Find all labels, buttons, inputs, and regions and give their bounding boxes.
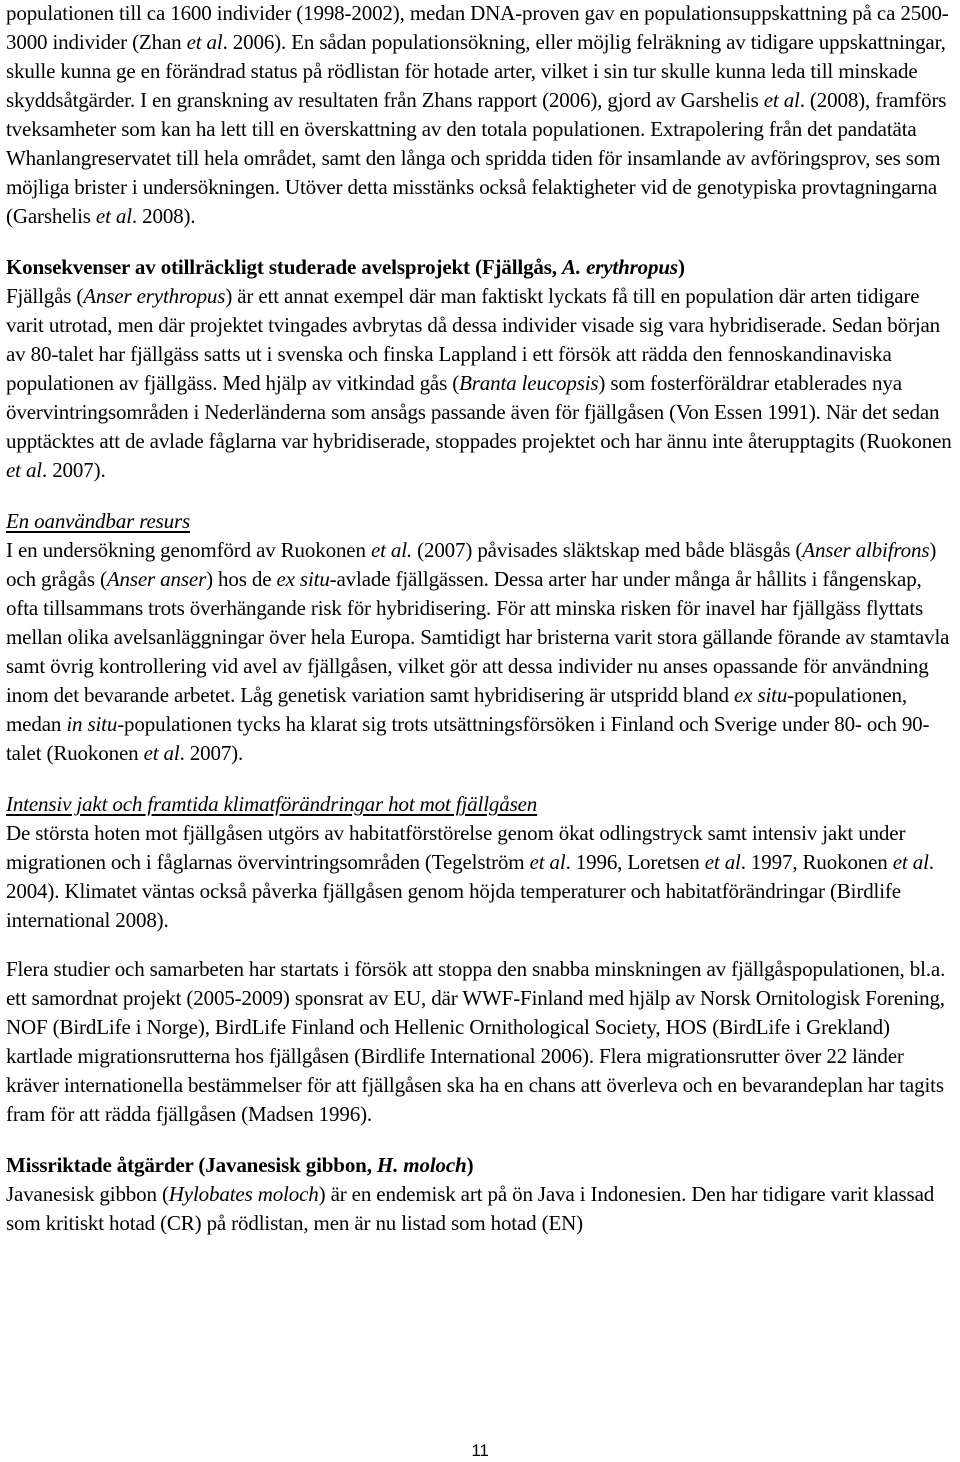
heading-intensiv-jakt: Intensiv jakt och framtida klimatförändringar hot mot fjällgåsen [6, 792, 538, 816]
italic-run: Hylobates moloch [168, 1182, 319, 1206]
italic-run: Anser erythropus [83, 284, 226, 308]
text-run: . (2008), framförs tveksamheter som kan ha lett till en överskattning av den totala populationen. Extrapolering från det pandatäta Whanlangreservatet till hela området, samt den långa och spridda tiden för insamlande av avföringsprov, ses som möjliga brister i undersökningen. Utöver detta misstänks också felaktigheter vid de genotypiska provtagningarna (Garshelis [6, 88, 947, 228]
text-run: . 1996, Loretsen [565, 850, 705, 874]
heading-italic: A. erythropus [562, 255, 678, 279]
text-run: (2007) påvisades släktskap med både bläsgås ( [412, 538, 803, 562]
text-run: . 2008). [131, 204, 196, 228]
paragraph-panda-population [6, 0, 956, 231]
text-run: . 2006). En sådan populationsökning, eller möjlig felräkning av tidigare uppskattningar, skulle kunna ge en förändrad status på rödlistan för hotade arter, vilket i sin tur skulle kunna leda till minskade skyddsåtgärder. I en granskning av resultaten från Zhans rapport (2006), gjord av Garshelis [6, 30, 946, 112]
italic-run: Anser albifrons [802, 538, 930, 562]
text-run: Javanesisk gibbon ( [6, 1182, 169, 1206]
heading-text: Konsekvenser av otillräckligt studerade avelsprojekt (Fjällgås, [6, 255, 563, 279]
text-run: -populationen tycks ha klarat sig trots utsättningsförsöken i Finland och Sverige under 80- och 90-talet (Ruokonen [6, 712, 930, 765]
text-run: ) är ett annat exempel där man faktiskt lyckats få till en population där arten tidigare varit utrotad, men där projektet tvingades avbrytas då dessa individer visade sig vara hybridiserade. Sedan början av 80-talet har fjällgäss satts ut i svenska och finska Lappland i ett försök att rädda den fennoskandinaviska populationen av fjällgäss. Med hjälp av vitkindad gås ( [6, 284, 941, 395]
italic-run: et al [704, 850, 741, 874]
italic-run: Anser anser [106, 567, 207, 591]
text-run: ) hos de [206, 567, 277, 591]
text-run: . 2004). Klimatet väntas också påverka fjällgåsen genom höjda temperaturer och habitatförändringar (Birdlife international 2008). [6, 850, 934, 932]
text-run: . 2007). [179, 741, 244, 765]
page-content [6, 0, 956, 1238]
text-run: ) och grågås ( [6, 538, 937, 591]
paragraph-gibbon [6, 1180, 956, 1238]
paragraph-hot [6, 819, 956, 935]
paragraph-fjallgas [6, 282, 956, 485]
heading-fjallgas [6, 253, 956, 282]
italic-run: et al [6, 458, 42, 482]
italic-run: et al [186, 30, 223, 54]
italic-run: et al. [370, 538, 413, 562]
text-run: Fjällgås ( [6, 284, 84, 308]
text-run: -avlade fjällgässen. Dessa arter har under många år hållits i fångenskap, ofta tillsammans trots överhängande risk för hybridisering. För att minska risken för inavel har fjällgäss flyttats mellan olika avelsanläggningar över hela Europa. Samtidigt har bristerna varit stora gällande förande av stamtavla samt övrig kontrollering vid avel av fjällgåsen, vilket gör att dessa individer nu anses opassande för användning inom det bevarande arbetet. Låg genetisk variation samt hybridisering är utspridd bland [6, 567, 950, 707]
heading-javanesisk-gibbon [6, 1151, 956, 1180]
text-run: . 1997, Ruokonen [740, 850, 893, 874]
heading-italic: H. moloch [376, 1153, 467, 1177]
paragraph-samarbeten: Flera studier och samarbeten har startats i försök att stoppa den snabba minskningen av fjällgåspopulationen, bl.a. ett samordnat projekt (2005-2009) sponsrat av EU, där WWF-Finland med hjälp av Norsk Ornitologisk Forening, NOF (BirdLife i Norge), BirdLife Finland och Hellenic Ornithological Society, HOS (BirdLife i Grekland) kartlade migrationsrutterna hos fjällgåsen (Birdlife International 2006). Flera migrationsrutter över 22 länder kräver internationella bestämmelser för att fjällgåsen ska ha en chans att överleva och en bevarandeplan har tagits fram för att rädda fjällgåsen (Madsen 1996). [6, 957, 946, 1126]
heading-oanvandbar-resurs: En oanvändbar resurs [6, 509, 191, 533]
text-run: populationen till ca 1600 individer (1998-2002), medan DNA-proven gav en populationsuppskattning på ca 2500-3000 individer (Zhan [6, 1, 949, 54]
italic-run: ex situ [734, 683, 788, 707]
italic-run: et al [763, 88, 800, 112]
italic-run: in situ [66, 712, 118, 736]
page-number: 11 [471, 1441, 489, 1460]
italic-run: et al [529, 850, 566, 874]
heading-text: ) [466, 1153, 474, 1177]
paragraph-oanvandbar-resurs [6, 536, 956, 768]
italic-run: ex situ [276, 567, 330, 591]
italic-run: et al [95, 204, 132, 228]
text-run: ) som fosterföräldrar etablerades nya övervintringsområden i Nederländerna som ansågs passande även för fjällgåsen (Von Essen 1991). När det sedan upptäcktes att de avlade fåglarna var hybridiserade, stoppades projektet och har ännu inte återupptagits (Ruokonen [6, 371, 952, 453]
heading-text: Missriktade åtgärder (Javanesisk gibbon, [6, 1153, 377, 1177]
text-run: -populationen, medan [6, 683, 907, 736]
italic-run: Branta leucopsis [459, 371, 599, 395]
text-run: De största hoten mot fjällgåsen utgörs av habitatförstörelse genom ökat odlingstryck samt intensiv jakt under migrationen och i fåglarnas övervintringsområden (Tegelström [6, 821, 906, 874]
heading-text: ) [677, 255, 685, 279]
text-run: ) är en endemisk art på ön Java i Indonesien. Den har tidigare varit klassad som kritiskt hotad (CR) på rödlistan, men är nu listad som hotad (EN) [6, 1182, 935, 1235]
text-run: I en undersökning genomförd av Ruokonen [6, 538, 371, 562]
italic-run: et al [892, 850, 929, 874]
text-run: . 2007). [42, 458, 106, 482]
italic-run: et al [143, 741, 180, 765]
